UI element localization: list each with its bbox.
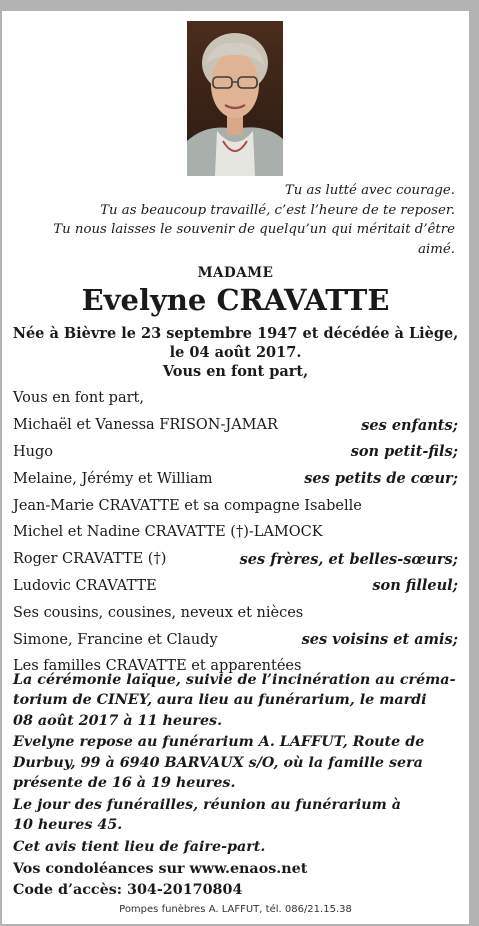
notice-line: Cet avis tient lieu de faire-part. <box>13 838 266 855</box>
access-code: Code d’accès: 304-20170804 <box>13 881 243 898</box>
family-row <box>13 385 458 412</box>
family-row <box>13 439 458 466</box>
family-row <box>13 465 458 492</box>
family-list <box>13 385 458 680</box>
ceremony-info <box>13 670 457 731</box>
family-names: Les familles CRAVATTE et apparentées <box>13 658 302 675</box>
family-row <box>13 626 458 653</box>
family-relation: ses enfants; <box>361 416 458 434</box>
family-row <box>13 519 458 546</box>
reunion-info <box>13 795 457 836</box>
deceased-name: Evelyne CRAVATTE <box>81 283 390 317</box>
death-date-line: le 04 août 2017. <box>169 344 302 361</box>
poem-line: Tu as lutté avec courage. <box>284 183 455 198</box>
family-names: Roger CRAVATTE (†) <box>13 551 167 568</box>
condolences-text: Vos condoléances sur www.enaos.net <box>13 860 308 877</box>
funeral-home-footer: Pompes funèbres A. LAFFUT, tél. 086/21.15.38 <box>119 904 352 915</box>
poem-line: aimé. <box>418 241 455 257</box>
family-names: Ludovic CRAVATTE <box>13 577 157 594</box>
family-relation: ses voisins et amis; <box>301 631 458 649</box>
ceremony-line: 08 août 2017 à 11 heures. <box>13 712 223 729</box>
birth-death-info <box>2 324 469 381</box>
announcement-line: Vous en font part, <box>162 363 309 380</box>
family-names: Ses cousins, cousines, neveux et nièces <box>13 604 304 621</box>
family-row <box>13 599 458 626</box>
reunion-line: 10 heures 45. <box>13 817 123 834</box>
funeral-details <box>13 670 457 900</box>
repose-info <box>13 732 457 793</box>
repose-line: Evelyne repose au funérarium A. LAFFUT, Route de <box>13 734 425 751</box>
title-madame: MADAME <box>197 265 274 281</box>
family-relation: ses frères, et belles-sœurs; <box>239 550 458 568</box>
family-row <box>13 492 458 519</box>
poem <box>15 181 455 259</box>
ceremony-line: La cérémonie laïque, suivie de l’incinération au créma- <box>13 672 456 688</box>
family-names: Vous en font part, <box>13 390 144 407</box>
ceremony-line: torium de CINEY, aura lieu au funérarium, le mardi <box>13 692 427 709</box>
poem-line: Tu as beaucoup travaillé, c’est l’heure de te reposer. <box>100 202 455 218</box>
repose-line: Durbuy, 99 à 6940 BARVAUX s/O, où la famille sera <box>13 754 423 771</box>
family-row <box>13 573 458 600</box>
birth-line: Née à Bièvre le 23 septembre 1947 et décédée à Liège, <box>12 325 459 342</box>
family-names: Hugo <box>13 443 53 460</box>
family-names: Michel et Nadine CRAVATTE (†)-LAMOCK <box>13 524 323 541</box>
reunion-line: Le jour des funérailles, réunion au funérarium à <box>13 796 402 813</box>
notice-text <box>13 837 457 857</box>
repose-line: présente de 16 à 19 heures. <box>13 774 236 791</box>
family-names: Michaël et Vanessa FRISON-JAMAR <box>13 417 278 434</box>
family-row <box>13 546 458 573</box>
family-names: Melaine, Jérémy et William <box>13 470 213 487</box>
family-names: Simone, Francine et Claudy <box>13 631 218 648</box>
family-names: Jean-Marie CRAVATTE et sa compagne Isabelle <box>13 497 362 514</box>
portrait-photo <box>187 21 283 176</box>
family-relation: ses petits de cœur; <box>304 470 458 488</box>
poem-line: Tu nous laisses le souvenir de quelqu’un qui méritait d’être <box>53 222 455 237</box>
family-relation: son filleul; <box>372 577 458 595</box>
obituary-notice <box>2 11 469 924</box>
family-row <box>13 412 458 439</box>
family-relation: son petit-fils; <box>350 443 458 461</box>
